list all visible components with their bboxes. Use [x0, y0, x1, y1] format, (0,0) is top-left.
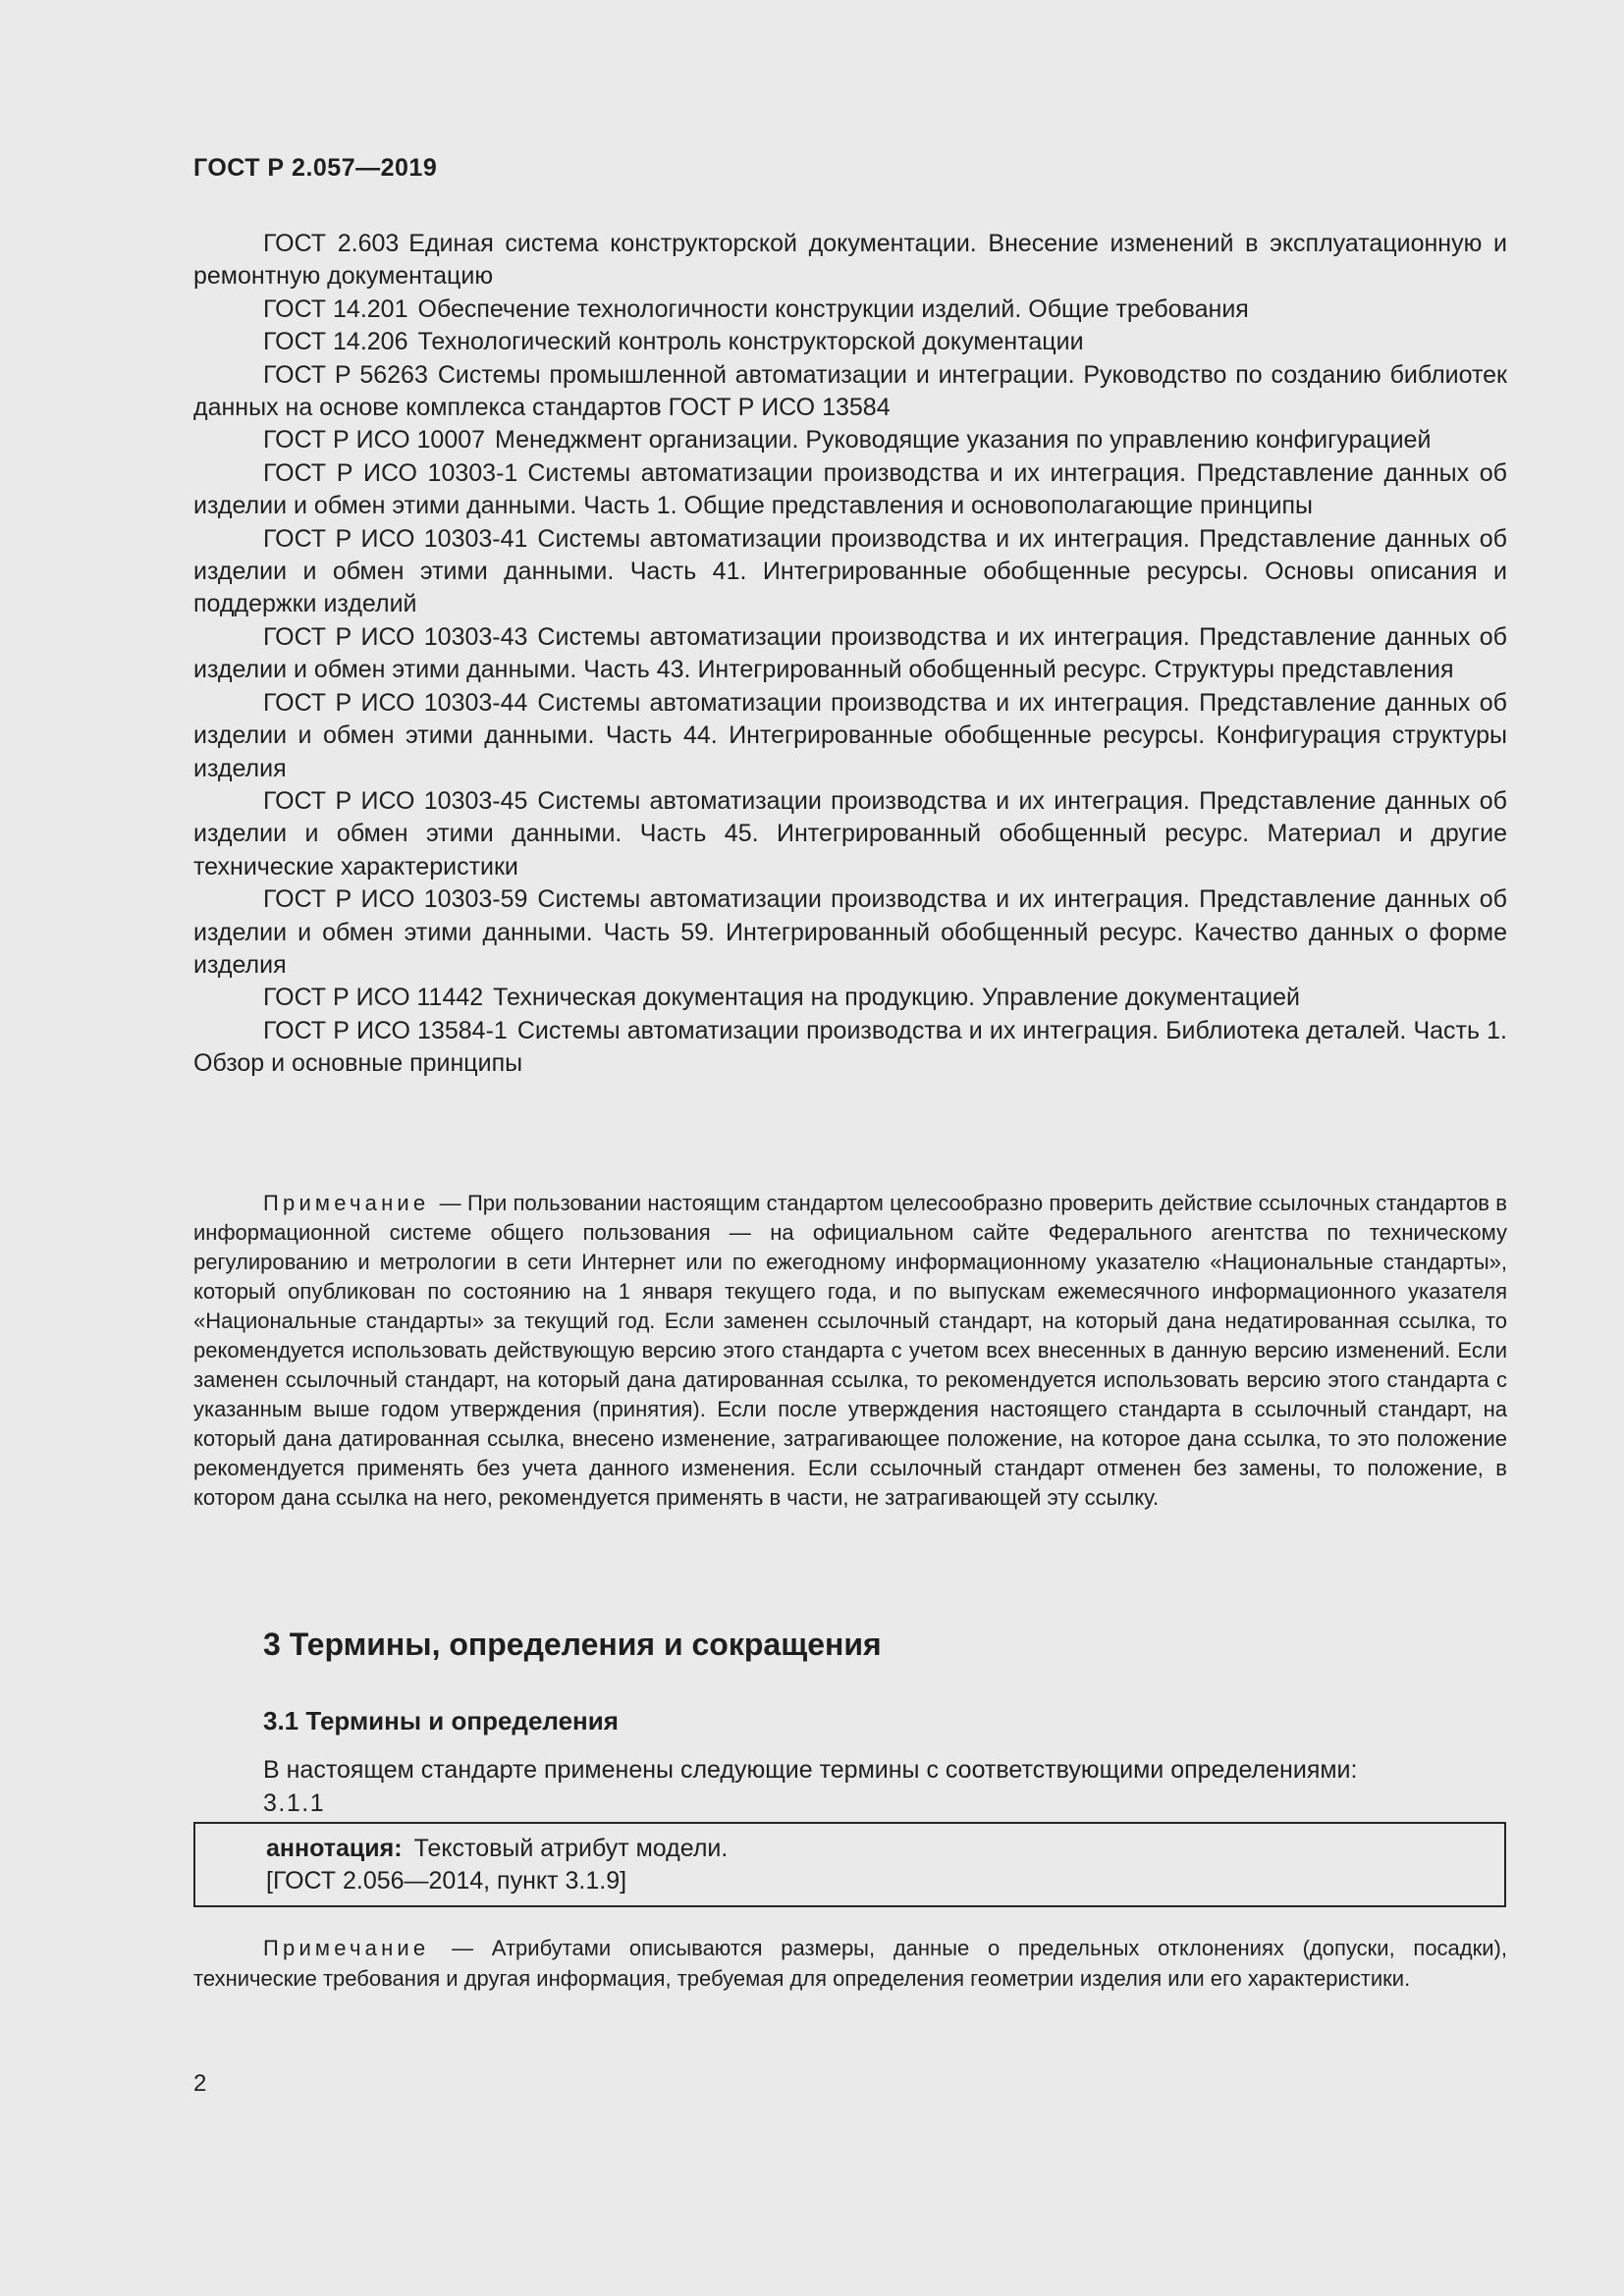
term-name: аннотация:: [266, 1835, 403, 1862]
reference-item: [193, 883, 1507, 982]
term-definition: Текстовый атрибут модели.: [413, 1835, 729, 1862]
term-definition-line: [266, 1833, 728, 1865]
reference-title: Системы автоматизации производства и их интеграция. Представление данных об изделии и обмен этими данными. Часть 59. Интегрированный обобщенный ресурс. Качество данных о форме изделия: [193, 885, 1507, 979]
reference-title: Системы автоматизации производства и их интеграция. Представление данных об изделии и обмен этими данными. Часть 44. Интегрированные обобщенные ресурсы. Конфигурация структуры изделия: [193, 688, 1507, 782]
reference-item: [193, 982, 1507, 1014]
reference-code: ГОСТ Р ИСО 10303-59: [263, 885, 528, 914]
note-label: Примечание: [263, 1191, 430, 1215]
reference-title: Технологический контроль конструкторской документации: [417, 328, 1084, 356]
term-source: [ГОСТ 2.056—2014, пункт 3.1.9]: [266, 1867, 627, 1895]
reference-code: ГОСТ 2.603: [263, 230, 400, 257]
reference-code: ГОСТ Р ИСО 10303-1: [263, 458, 518, 487]
reference-item: [193, 1015, 1507, 1081]
term-note: [193, 1933, 1507, 1994]
term-number: 3.1.1: [263, 1789, 326, 1817]
term-definition-box: [193, 1822, 1506, 1907]
subsection-title: 3.1 Термины и определения: [263, 1706, 619, 1735]
reference-title: Системы автоматизации производства и их интеграция. Представление данных об изделии и обмен этими данными. Часть 45. Интегрированный обобщенный ресурс. Материал и другие технические характеристики: [193, 786, 1507, 881]
reference-code: ГОСТ Р ИСО 10303-44: [263, 688, 528, 717]
reference-title: Менеджмент организации. Руководящие указания по управлению конфигурацией: [495, 426, 1432, 454]
reference-code: ГОСТ Р ИСО 11442: [263, 984, 484, 1012]
terms-intro: В настоящем стандарте применены следующие термины с соответствующими определениями:: [263, 1756, 1358, 1784]
reference-title: Системы автоматизации производства и их интеграция. Библиотека деталей. Часть 1. Обзор и основные принципы: [193, 1016, 1507, 1078]
reference-code: ГОСТ 14.201: [263, 294, 408, 323]
section-title: 3 Термины, определения и сокращения: [263, 1627, 882, 1662]
reference-title: Системы автоматизации производства и их интеграция. Представление данных об изделии и обмен этими данными. Часть 41. Интегрированные обобщенные ресурсы. Основы описания и поддержки изделий: [193, 524, 1507, 618]
references-note: [193, 1189, 1507, 1513]
reference-item: [193, 523, 1507, 621]
reference-title: Техническая документация на продукцию. Управление документацией: [493, 984, 1301, 1012]
reference-code: ГОСТ 14.206: [263, 328, 408, 356]
reference-title: Системы промышленной автоматизации и интеграции. Руководство по созданию библиотек данных на основе комплекса стандартов ГОСТ Р ИСО 13584: [193, 360, 1507, 422]
reference-code: ГОСТ Р ИСО 13584-1: [263, 1016, 508, 1044]
reference-item: [193, 785, 1507, 883]
normative-references-list: [193, 228, 1507, 1081]
reference-title: Системы автоматизации производства и их интеграция. Представление данных об изделии и обмен этими данными. Часть 43. Интегрированный обобщенный ресурс. Структуры представления: [193, 622, 1507, 684]
reference-code: ГОСТ Р 56263: [263, 360, 428, 389]
reference-title: Единая система конструкторской документации. Внесение изменений в эксплуатационную и ремонтную документацию: [193, 230, 1507, 291]
reference-item: [193, 687, 1507, 785]
reference-code: ГОСТ Р ИСО 10303-41: [263, 524, 528, 553]
reference-item: [193, 621, 1507, 687]
document-code-header: ГОСТ Р 2.057—2019: [193, 154, 438, 182]
reference-item: [193, 228, 1507, 294]
reference-code: ГОСТ Р ИСО 10303-45: [263, 786, 528, 815]
reference-item: [193, 294, 1507, 326]
reference-item: [193, 359, 1507, 425]
page-number: 2: [193, 2070, 207, 2097]
note-text: — Атрибутами описываются размеры, данные о предельных отклонениях (допуски, посадки), технические требования и другая информация, требуемая для определения геометрии изделия или его характеристики.: [193, 1936, 1507, 1991]
note-text: — При пользовании настоящим стандартом целесообразно проверить действие ссылочных стандартов в информационной системе общего пользования — на официальном сайте Федерального агентства по техническому регулированию и метрологии в сети Интернет или по ежегодному информационному указателю «Национальные стандарты», который опубликован по состоянию на 1 января текущего года, и по выпускам ежемесячного информационного указателя «Национальные стандарты» за текущий год. Если заменен ссылочный стандарт, на который дана недатированная ссылка, то рекомендуется использовать действующую версию этого стандарта с учетом всех внесенных в данную версию изменений. Если заменен ссылочный стандарт, на который дана датированная ссылка, то рекомендуется использовать версию этого стандарта с указанным выше годом утверждения (принятия). Если после утверждения настоящего стандарта в ссылочный стандарт, на который дана датированная ссылка, внесено изменение, затрагивающее положение, на которое дана ссылка, то это положение рекомендуется применять без учета данного изменения. Если ссылочный стандарт отменен без замены, то положение, в котором дана ссылка на него, рекомендуется применять в части, не затрагивающей эту ссылку.: [193, 1191, 1507, 1510]
reference-code: ГОСТ Р ИСО 10007: [263, 426, 486, 454]
reference-code: ГОСТ Р ИСО 10303-43: [263, 622, 528, 651]
note-label: Примечание: [263, 1936, 430, 1960]
reference-item: [193, 424, 1507, 456]
reference-title: Системы автоматизации производства и их интеграция. Представление данных об изделии и обмен этими данными. Часть 1. Общие представления и основополагающие принципы: [193, 458, 1507, 520]
reference-title: Обеспечение технологичности конструкции изделий. Общие требования: [417, 294, 1249, 323]
reference-item: [193, 326, 1507, 358]
reference-item: [193, 457, 1507, 523]
